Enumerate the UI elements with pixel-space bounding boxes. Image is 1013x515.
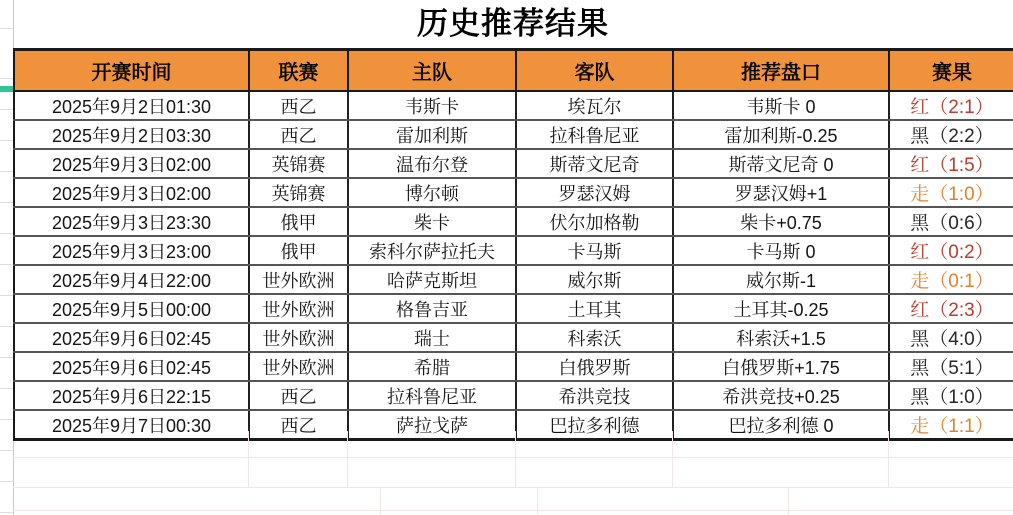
table-row: [14, 265, 1013, 294]
cell-away[interactable]: 巴拉多利德: [516, 410, 673, 440]
cell-home[interactable]: 雷加利斯: [348, 120, 516, 149]
cell-time[interactable]: 2025年9月6日02:45: [14, 352, 249, 381]
table-row: [14, 323, 1013, 352]
cell-handicap[interactable]: 罗瑟汉姆+1: [673, 178, 889, 207]
cell-away[interactable]: 威尔斯: [516, 265, 673, 294]
header-cell-result[interactable]: 赛果: [889, 50, 1013, 92]
cell-time[interactable]: 2025年9月7日00:30: [14, 410, 249, 440]
cell-handicap[interactable]: 希洪竞技+0.25: [673, 381, 889, 410]
sheet-left-margin: [0, 0, 14, 515]
cell-home[interactable]: 希腊: [348, 352, 516, 381]
cell-time[interactable]: 2025年9月3日23:00: [14, 236, 249, 265]
grid-line: [13, 457, 1013, 458]
cell-away[interactable]: 希洪竞技: [516, 381, 673, 410]
cell-league[interactable]: 俄甲: [249, 207, 348, 236]
cell-away[interactable]: 拉科鲁尼亚: [516, 120, 673, 149]
cell-league[interactable]: 英锦赛: [249, 178, 348, 207]
grid-line: [788, 487, 789, 515]
grid-line: [13, 487, 1013, 488]
grid-line: [380, 487, 381, 515]
cell-result[interactable]: 黑（1:0）: [889, 381, 1013, 410]
cell-time[interactable]: 2025年9月6日22:15: [14, 381, 249, 410]
cell-time[interactable]: 2025年9月3日23:30: [14, 207, 249, 236]
cell-away[interactable]: 埃瓦尔: [516, 91, 673, 120]
table-row: [14, 294, 1013, 323]
cell-home[interactable]: 索科尔萨拉托夫: [348, 236, 516, 265]
cell-away[interactable]: 伏尔加格勒: [516, 207, 673, 236]
cell-home[interactable]: 萨拉戈萨: [348, 410, 516, 440]
cell-handicap[interactable]: 威尔斯-1: [673, 265, 889, 294]
cell-league[interactable]: 世外欧洲: [249, 265, 348, 294]
grid-line: [537, 487, 538, 515]
cell-time[interactable]: 2025年9月3日02:00: [14, 178, 249, 207]
header-cell-away[interactable]: 客队: [516, 50, 673, 92]
cell-home[interactable]: 柴卡: [348, 207, 516, 236]
table-row: [14, 149, 1013, 178]
cell-league[interactable]: 英锦赛: [249, 149, 348, 178]
cell-result[interactable]: 红（0:2）: [889, 236, 1013, 265]
cell-handicap[interactable]: 韦斯卡 0: [673, 91, 889, 120]
cell-handicap[interactable]: 雷加利斯-0.25: [673, 120, 889, 149]
grid-line: [515, 431, 516, 487]
grid-line: [347, 431, 348, 487]
cell-result[interactable]: 走（1:0）: [889, 178, 1013, 207]
cell-handicap[interactable]: 巴拉多利德 0: [673, 410, 889, 440]
table-header-row: [14, 50, 1013, 92]
cell-league[interactable]: 西乙: [249, 410, 348, 440]
cell-result[interactable]: 走（1:1）: [889, 410, 1013, 440]
table-row: [14, 207, 1013, 236]
cell-league[interactable]: 西乙: [249, 381, 348, 410]
cell-result[interactable]: 走（0:1）: [889, 265, 1013, 294]
cell-result[interactable]: 黑（5:1）: [889, 352, 1013, 381]
page-title: 历史推荐结果: [417, 6, 609, 41]
table-row: [14, 178, 1013, 207]
cell-time[interactable]: 2025年9月3日02:00: [14, 149, 249, 178]
cell-handicap[interactable]: 卡马斯 0: [673, 236, 889, 265]
cell-home[interactable]: 温布尔登: [348, 149, 516, 178]
cell-home[interactable]: 哈萨克斯坦: [348, 265, 516, 294]
cell-away[interactable]: 卡马斯: [516, 236, 673, 265]
cell-away[interactable]: 白俄罗斯: [516, 352, 673, 381]
cell-away[interactable]: 斯蒂文尼奇: [516, 149, 673, 178]
cell-handicap[interactable]: 白俄罗斯+1.75: [673, 352, 889, 381]
cell-league[interactable]: 世外欧洲: [249, 294, 348, 323]
cell-home[interactable]: 格鲁吉亚: [348, 294, 516, 323]
cell-result[interactable]: 黑（2:2）: [889, 120, 1013, 149]
grid-line: [248, 431, 249, 487]
cell-result[interactable]: 红（1:5）: [889, 149, 1013, 178]
cell-home[interactable]: 博尔顿: [348, 178, 516, 207]
header-cell-time[interactable]: 开赛时间: [14, 50, 249, 92]
cell-league[interactable]: 俄甲: [249, 236, 348, 265]
cell-league[interactable]: 世外欧洲: [249, 323, 348, 352]
grid-line: [888, 431, 889, 487]
cell-league[interactable]: 西乙: [249, 91, 348, 120]
table-row: [14, 352, 1013, 381]
cell-home[interactable]: 韦斯卡: [348, 91, 516, 120]
cell-home[interactable]: 拉科鲁尼亚: [348, 381, 516, 410]
cell-time[interactable]: 2025年9月4日22:00: [14, 265, 249, 294]
table-row: [14, 91, 1013, 120]
cell-result[interactable]: 黑（0:6）: [889, 207, 1013, 236]
cell-result[interactable]: 红（2:1）: [889, 91, 1013, 120]
grid-line: [13, 510, 1013, 511]
header-cell-league[interactable]: 联赛: [249, 50, 348, 92]
cell-handicap[interactable]: 科索沃+1.5: [673, 323, 889, 352]
cell-time[interactable]: 2025年9月2日01:30: [14, 91, 249, 120]
grid-line: [672, 431, 673, 487]
cell-away[interactable]: 土耳其: [516, 294, 673, 323]
empty-sheet-grid: [13, 431, 1013, 515]
cell-league[interactable]: 世外欧洲: [249, 352, 348, 381]
header-cell-home[interactable]: 主队: [348, 50, 516, 92]
header-cell-handicap[interactable]: 推荐盘口: [673, 50, 889, 92]
cell-home[interactable]: 瑞士: [348, 323, 516, 352]
cell-league[interactable]: 西乙: [249, 120, 348, 149]
table-row: [14, 236, 1013, 265]
cell-time[interactable]: 2025年9月2日03:30: [14, 120, 249, 149]
cell-away[interactable]: 罗瑟汉姆: [516, 178, 673, 207]
cell-handicap[interactable]: 土耳其-0.25: [673, 294, 889, 323]
cell-result[interactable]: 红（2:3）: [889, 294, 1013, 323]
cell-handicap[interactable]: 斯蒂文尼奇 0: [673, 149, 889, 178]
results-table: [13, 48, 1013, 441]
cell-time[interactable]: 2025年9月5日00:00: [14, 294, 249, 323]
table-row: [14, 120, 1013, 149]
table-row: [14, 381, 1013, 410]
cell-time[interactable]: 2025年9月6日02:45: [14, 323, 249, 352]
cell-result[interactable]: 黑（4:0）: [889, 323, 1013, 352]
cell-handicap[interactable]: 柴卡+0.75: [673, 207, 889, 236]
cell-away[interactable]: 科索沃: [516, 323, 673, 352]
